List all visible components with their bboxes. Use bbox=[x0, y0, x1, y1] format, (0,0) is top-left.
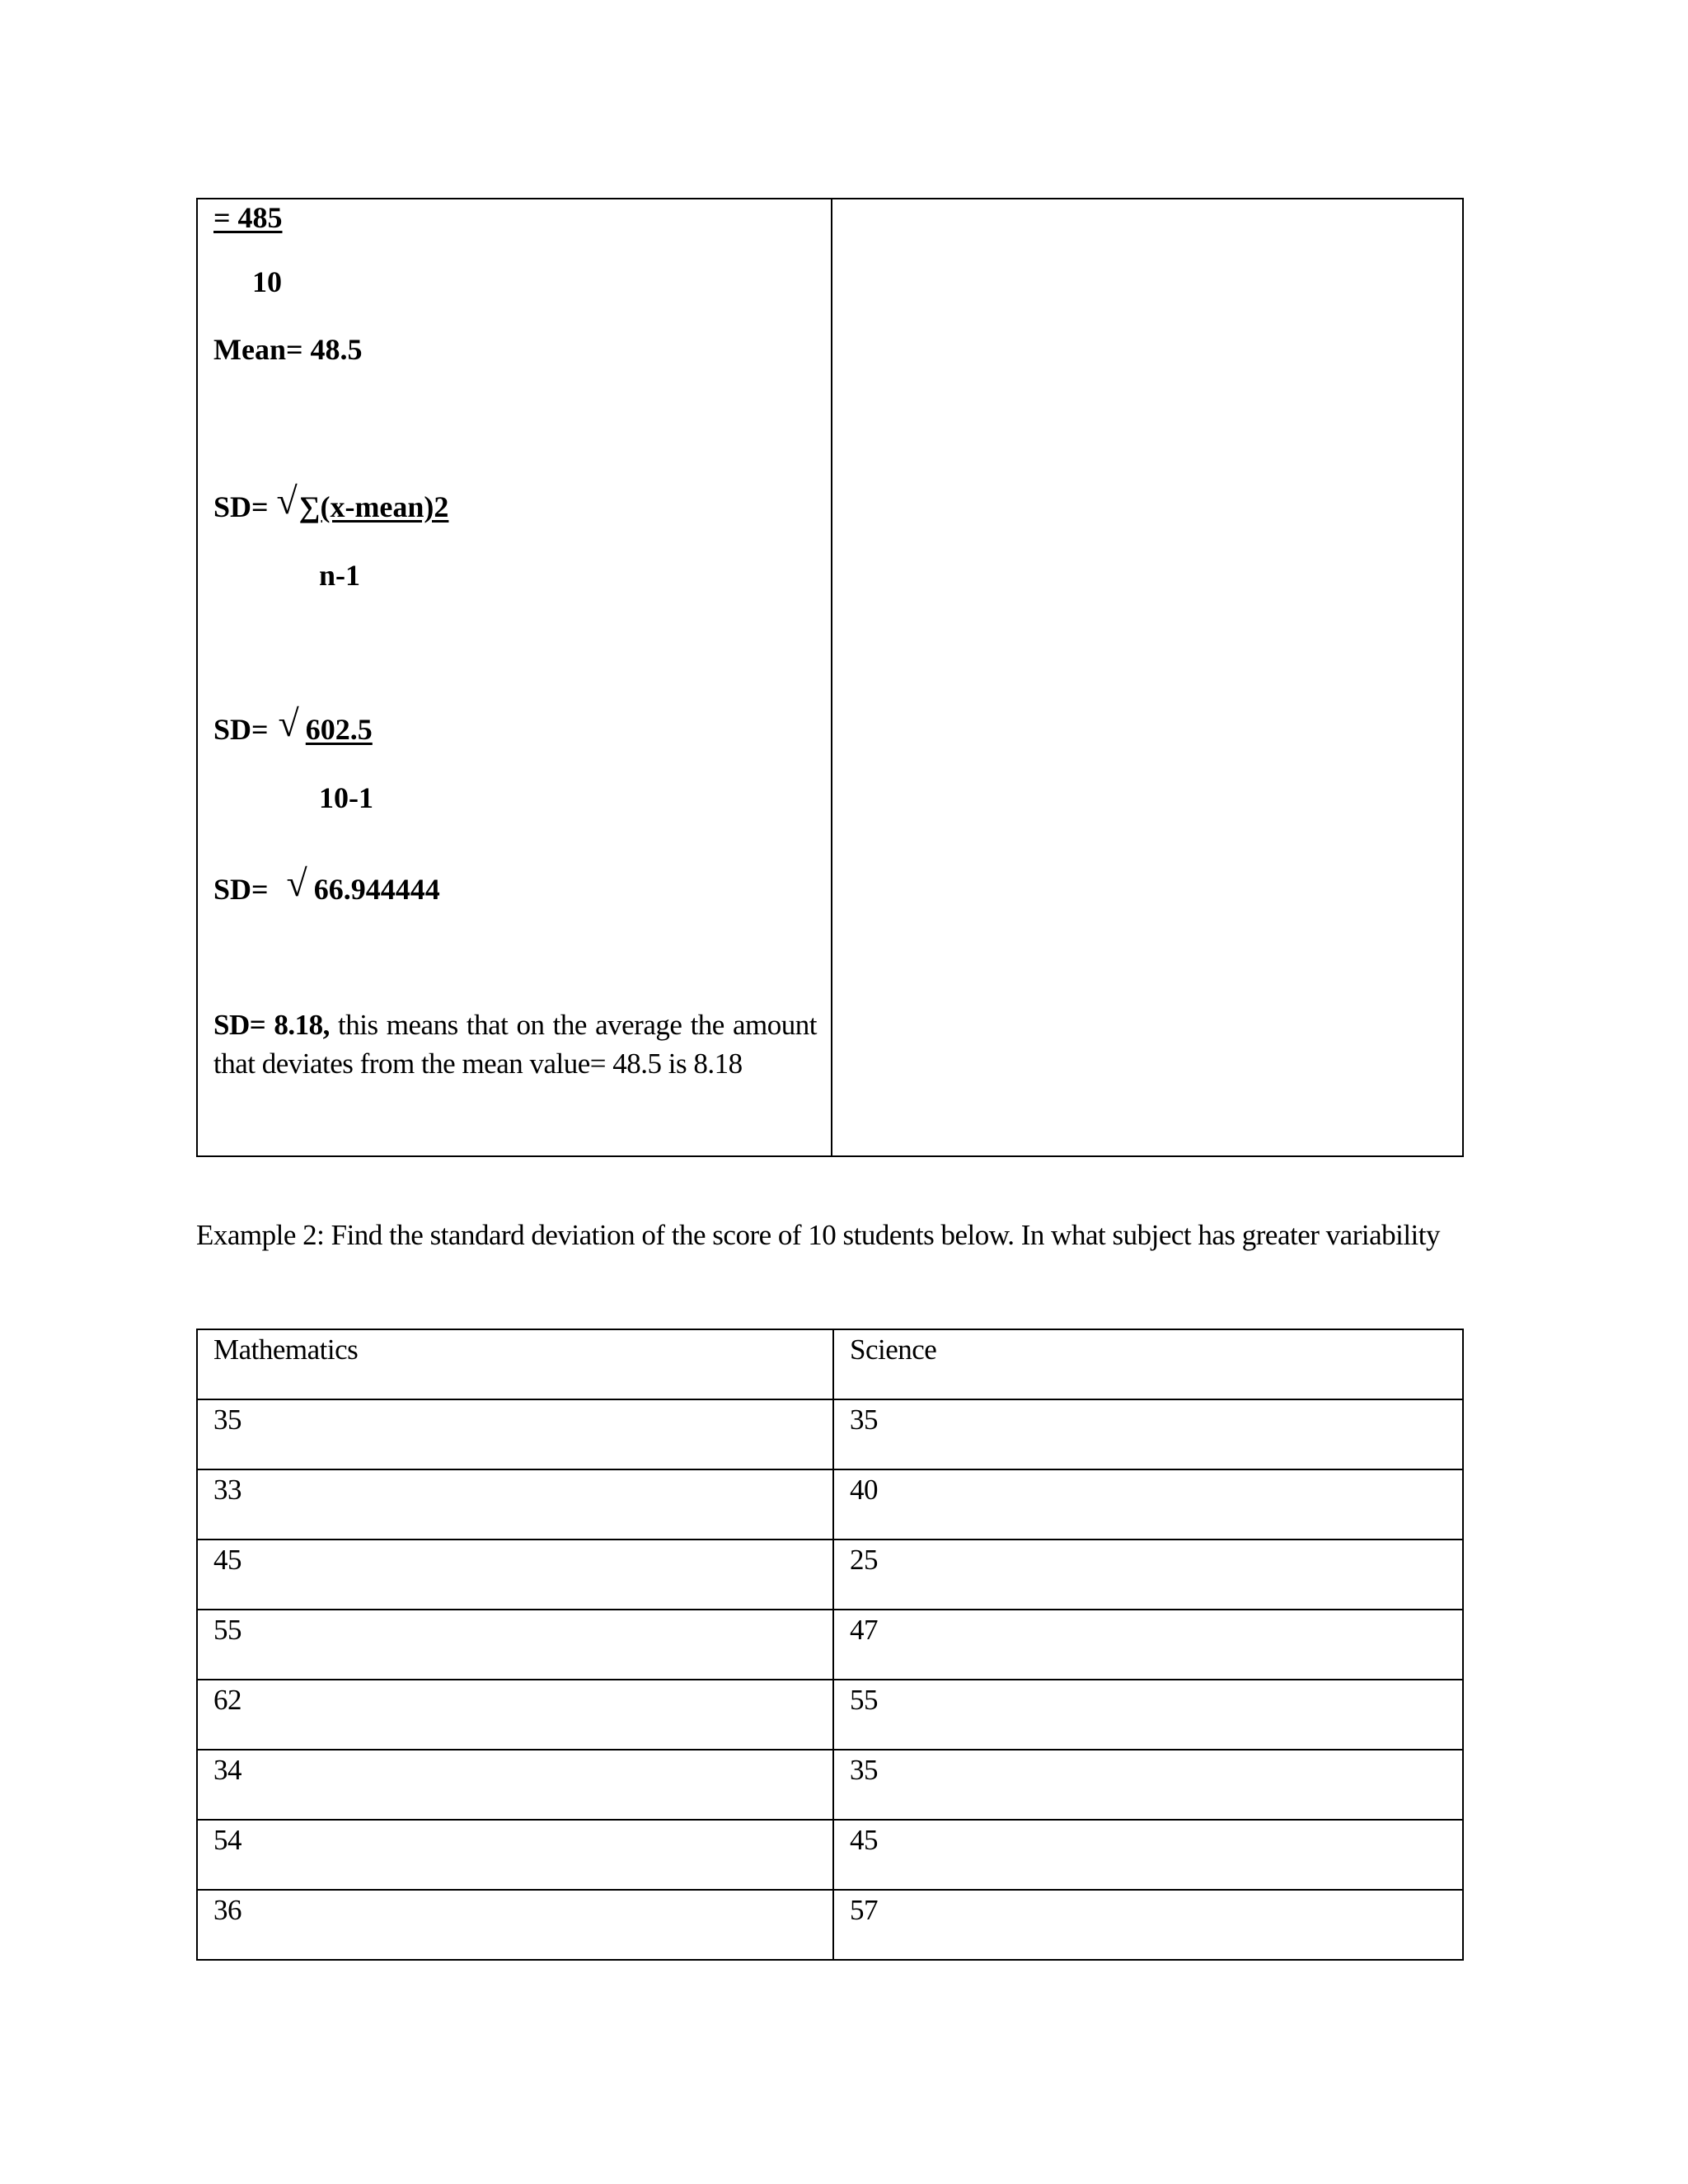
mean-line: Mean= 48.5 bbox=[213, 333, 363, 366]
sd-step3 bbox=[213, 862, 440, 906]
table-row bbox=[197, 1610, 1463, 1680]
table-row bbox=[197, 1890, 1463, 1960]
math-score: 33 bbox=[197, 1469, 833, 1540]
table-row bbox=[197, 1750, 1463, 1820]
table-row bbox=[197, 1680, 1463, 1750]
sum-numerator: = 485 bbox=[213, 201, 283, 234]
sd-step3-value: 66.944444 bbox=[313, 873, 440, 906]
square-root-icon: √ bbox=[276, 480, 298, 522]
sd-step2-numerator: 602.5 bbox=[305, 713, 373, 746]
table-row bbox=[197, 1399, 1463, 1469]
header-mathematics: Mathematics bbox=[197, 1329, 833, 1399]
science-score: 35 bbox=[833, 1750, 1463, 1820]
science-score: 25 bbox=[833, 1540, 1463, 1610]
sd-step2-denominator: 10-1 bbox=[319, 781, 373, 814]
sd-formula-numerator: ∑(x-mean)2 bbox=[298, 490, 449, 523]
math-score: 45 bbox=[197, 1540, 833, 1610]
science-score: 40 bbox=[833, 1469, 1463, 1540]
science-score: 35 bbox=[833, 1399, 1463, 1469]
math-score: 55 bbox=[197, 1610, 833, 1680]
math-score: 62 bbox=[197, 1680, 833, 1750]
sd-step2 bbox=[213, 702, 373, 746]
sd-formula-denominator: n-1 bbox=[319, 559, 361, 592]
calculation-cell bbox=[198, 199, 832, 1155]
example-2-text: Example 2: Find the standard deviation of the score of 10 students below. In what subject has greater variability bbox=[196, 1219, 1440, 1251]
sum-denominator: 10 bbox=[252, 265, 282, 298]
header-science: Science bbox=[833, 1329, 1463, 1399]
sd-label: SD= bbox=[213, 713, 269, 746]
math-score: 36 bbox=[197, 1890, 833, 1960]
science-score: 47 bbox=[833, 1610, 1463, 1680]
sd-label: SD= bbox=[213, 490, 269, 523]
table-row bbox=[197, 1469, 1463, 1540]
table-row bbox=[197, 1540, 1463, 1610]
sd-result-value: SD= 8.18, bbox=[213, 1009, 330, 1041]
science-score: 45 bbox=[833, 1820, 1463, 1890]
science-score: 57 bbox=[833, 1890, 1463, 1960]
scores-table bbox=[196, 1329, 1464, 1961]
calculation-table bbox=[196, 198, 1464, 1157]
math-score: 34 bbox=[197, 1750, 833, 1820]
sd-label: SD= bbox=[213, 873, 269, 906]
sd-result-text: this means that on the average the amount that deviates from the mean value= 48.5 is 8.18 bbox=[213, 1009, 817, 1080]
math-score: 54 bbox=[197, 1820, 833, 1890]
square-root-icon: √ bbox=[286, 862, 307, 904]
science-score: 55 bbox=[833, 1680, 1463, 1750]
table-row bbox=[197, 1820, 1463, 1890]
table-header-row bbox=[197, 1329, 1463, 1399]
sd-result-explanation bbox=[213, 1005, 817, 1083]
math-score: 35 bbox=[197, 1399, 833, 1469]
empty-cell bbox=[832, 199, 1462, 1155]
square-root-icon: √ bbox=[278, 702, 299, 744]
sd-formula bbox=[213, 480, 449, 523]
